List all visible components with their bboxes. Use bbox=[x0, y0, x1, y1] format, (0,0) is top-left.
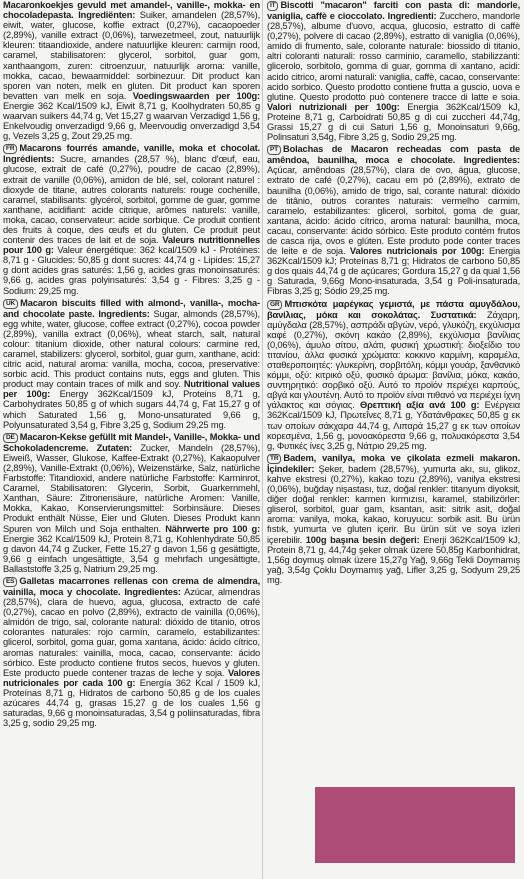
ingredients-label: Ingrédients: bbox=[3, 154, 55, 165]
product-title: Μπισκότα μαρέγκας γεμιστά, με πάστα αμυγδάλου, βανίλιας, μόκα και σοκολάτας. bbox=[267, 298, 520, 320]
nutrition-label: Voedingswaarden per 100g: bbox=[132, 90, 261, 101]
nutrition-label: 100g başına besin değeri: bbox=[305, 534, 420, 545]
nutrition-label: Nutritional values per 100g: bbox=[3, 379, 260, 400]
product-title: Macarons fourrés amande, vanille, moka et chocolat. bbox=[19, 143, 260, 154]
product-title: Macaron biscuits filled with almond-, vanilla-, mocha- and chocolate paste. bbox=[3, 297, 260, 319]
language-code-badge: UK bbox=[3, 299, 18, 309]
nutrition-text: Energy 362Kcal/1509 kJ, Proteins 8,71 g, Carbohydrates 50,85 g of which sugars 44,74 g, Fat 15,27 g of which Saturated 1,56 g, Mono-unsaturated 9,66 g, Polyunsaturated 3,54 g, Fibre 3,25 g, Sodium 29,25 mg. bbox=[3, 389, 260, 430]
language-section-pt bbox=[267, 144, 520, 296]
product-title: Macaronkoekjes gevuld met amandel-, vanille-, mokka- en chocoladepasta. bbox=[3, 0, 260, 21]
language-section-it bbox=[267, 0, 520, 142]
product-title: Badem, vanilya, moka ve çikolata ezmeli makaron. bbox=[283, 452, 520, 463]
ingredients-text: Suiker, amandelen (28,57%), eiwit, water, glucose, koffie extract (0,27%), cacaopoeder (2,89%), vanille extract (0,06%), tarwezetmeel, zout, natuurlijk kleuren: titaandioxide, andere natuurlijke kleuren: carmijn rood, caramel, stabilisatoren: glycerol, sorbitol, guar gom, xanthaangom, zuren: citroenzuur, natuurlijk aroma: vanille, mokka, cacao, bewaarmiddel: sorbinezuur. Dit product kan sporen van noten, melk en gluten. Dit product kan sporen bevatten van melk en soja. bbox=[3, 10, 261, 101]
language-code-badge: ES bbox=[3, 577, 17, 587]
language-section-fr bbox=[3, 143, 260, 295]
nutrition-text: Energia 362Kcal/1509 kJ; Proteínas 8,71 g; Hidratos de carbono 50,85 g dos quais 44,74 g de açúcares; Gordura 15,27 g da qual 1,56 g Saturada, 9,66g Mono-insaturada, 3,54 g Poli-insaturada, Fibras 3,25 g; Sódio 29,25 mg. bbox=[267, 246, 521, 297]
product-title: Galletas macarrones rellenas con crema de almendra, vainilla, moca y chocolate. bbox=[3, 575, 260, 597]
color-swatch bbox=[315, 787, 515, 863]
nutrition-label: Valori nutrizionali per 100g: bbox=[267, 101, 400, 112]
product-title: Bolachas de Macaron recheadas com pasta de amêndoa, baunilha, moca e chocolate. bbox=[267, 144, 520, 166]
language-section-es bbox=[3, 576, 260, 728]
ingredients-label: Συστατικά: bbox=[430, 309, 477, 320]
ingredients-text: Sucre, amandes (28,57 %), blanc d'œuf, eau, glucose, extrait de café (0,27%), poudre de cacao (2,89%), extrait de vanille (0,06%), amidon de blé, sel, colorant naturel : dioxyde de titane, autres colorants naturels: rouge cochenille, caramel, stabilisants: glycérol, sorbitol, gomme de guar, gomme xanthane, acidifiant: acide citrique, arômes naturels: vanille, moka, cacao, conservateur: acide sorbique. Ce produit contient des fruits à coque, des œufs et du gluten. Ce produit peut contenir des traces de lait et de soja. bbox=[3, 154, 260, 246]
ingredients-text: Sugar, almonds (28,57%), egg white, water, glucose, coffee extract (0,27%), cocoa powder (2,89%), vanilla extract (0,06%), wheat starch, salt, natural colour: titanium dioxide, other natural colours: carmine red, caramel, stabilizers: glycerol, sorbitol, guar gum, xanthane, acid: citric acid, natural aroma: vanilla, mocha, cocoa, preservative: sorbic acid. This product contains nuts, eggs and gluten. This product may contain traces of milk and soy. bbox=[3, 308, 260, 390]
product-title: Biscotti "macaron" farciti con pasta di: mandorle, vaniglia, caffè e cioccolato. bbox=[267, 0, 520, 21]
language-section-gr bbox=[267, 299, 520, 451]
language-section-nl bbox=[3, 0, 260, 141]
ingredients-label: Zutaten: bbox=[96, 442, 133, 453]
left-column bbox=[3, 0, 260, 730]
language-code-badge: PT bbox=[267, 145, 281, 155]
language-code-badge: DE bbox=[3, 433, 18, 443]
nutrition-label: Valores nutricionais por 100g: bbox=[349, 246, 485, 257]
ingredients-label: Ingredients: bbox=[98, 308, 150, 319]
column-divider bbox=[262, 0, 263, 879]
nutrition-label: Valores nutricionales por cada 100 g: bbox=[3, 667, 260, 688]
nutrition-label: Valeurs nutritionnelles pour 100 g: bbox=[3, 235, 261, 256]
language-code-badge: GR bbox=[267, 300, 282, 310]
ingredients-text: Şeker, badem (28,57%), yumurta akı, su, glikoz, kahve ekstresi (0,27%), kakao tozu (2,89%), vanilya ekstresi (0,06%), buğday nişastası, tuz, doğal renkler: titanyum diyoksit, diğer doğal renkler: karmen kırmızısı, karamel, stabilizörler: gliserol, sorbitol, guar gam, ksantan, asit: sitrik asit, doğal aroma: vanilya, moka, kakao, koruyucu: sorbik asit. Bu ürün fıstık, yumurta ve gluten içerir. Bu ürün süt ve soya izleri içerebilir. bbox=[267, 463, 521, 545]
language-code-badge: IT bbox=[267, 1, 278, 11]
ingredients-label: Ingredientes: bbox=[463, 155, 520, 166]
ingredients-text: Açúcar, amêndoas (28,57%), clara de ovo, água, glucose, extrato de café (0,27%), cacau em pó (2,89%), extrato de baunilha (0,06%), amido de trigo, sal, corante natural: dióxido de titânio, outros corantes naturais: vermelho carmim, caramelo, estabilizantes: glicerol, sorbitol, goma de guar, xantana, ácido: ácido cítrico, aroma natural: baunilha, moca, cacau, conservante: ácido sórbico. Este produto contém frutos de casca rija, ovos e glúten. Este produto pode conter traces de leite e de soja. bbox=[267, 165, 520, 257]
product-title: Macaron-Kekse gefüllt mit Mandel-, Vanille-, Mokka- und Schokoladencreme. bbox=[3, 431, 260, 453]
ingredients-label: İçindekiler: bbox=[267, 463, 315, 474]
ingredients-text: Zucker, Mandeln (28,57%), Eiweiß, Wasser, Glukose, Kaffee-Extrakt (0,27%), Kakaopulver (2,89%), Vanille-Extrakt (0,06%), Weizenstärke, Salz, natürliche Farbstoffe: Titandioxid, andere natürliche Farbstoffe: Karminrot, Caramel, Stabilisatoren: Glycerin, Sorbit, Guarkernmehl, Xanthan, Säure: Zitronensäure, natürliche Aromen: Vanille, Mokka, Kakao, Konservierungsmittel: Sorbinsäure. Dieses Produkt enthält Nüsse, Eier und Gluten. Dieses Produkt kann Spuren von Milch und Soja enthalten. bbox=[3, 442, 260, 534]
ingredients-text: Zucchero, mandorle (28,57%), albume d'uovo, acqua, glucosio, estratto di caffè (0,27%), polvere di cacao (2,89%), estratto di vaniglia (0,06%), amido di frumento, sale, colorante naturale: biossido di titanio, altri coloranti naturali: rosso carminio, caramello, stabilizzanti: glicerolo, sorbitolo, gomma di guar, gomma di xantano, acidi: acido citrico, aromi naturali: vaniglia, caffè, cacao, conservante: acido sorbico. Questo prodotto contiene frutta a guscio, uova e glutine. Questo prodotto può contenere tracce di latte e soia. bbox=[267, 11, 520, 102]
language-section-uk bbox=[3, 298, 260, 430]
nutrition-text: Energie 362 Kcal/1509 kJ, Eiwit 8,71 g, Koolhydraten 50,85 g waarvan suikers 44,74 g, Vet 15,27 g waarvan Verzadigd 1,56 g, Enkelvoudig onverzadigd 9,66 g, Meervoudig onverzadigd 3,54 g, Vezels 3,25 g, Zout 29,25 mg. bbox=[3, 100, 260, 142]
nutrition-label: Θρεπτική αξία ανά 100 g: bbox=[360, 400, 480, 411]
language-code-badge: TR bbox=[267, 454, 281, 464]
ingredients-label: Ingredientes: bbox=[124, 586, 181, 597]
nutrition-text: Energía 362 Kcal / 1509 kJ, Proteínas 8,71 g, Hidratos de carbono 50,85 g de los cuales azúcares 44,74 g, grasas 15,27 g de los cuales 1,56 g saturadas, 9,66 g monoinsaturadas, 3,54 g poliinsaturadas, fibra 3,25 g, sodio 29,25 mg. bbox=[3, 677, 261, 729]
language-code-badge: FR bbox=[3, 144, 17, 154]
ingredients-text: Azúcar, almendras (28,57%), clara de huevo, agua, glucosa, extracto de café (0,27%), cacao en polvo (2,89%), extracto de vainilla (0,06%), almidón de trigo, sal, colorante natural: dióxido de titanio, otros colorantes naturales: rojo carmín, caramelo, estabilizantes: glicerol, sorbitol, goma guar, goma xantana, ácido: ácido cítrico, aromas naturales: vainilla, moca, cacao, conservante: ácido sórbico. Este producto contiene frutos secos, huevos y gluten. Este producto puede contener trazas de leche y soja. bbox=[3, 586, 261, 678]
language-section-tr bbox=[267, 453, 520, 585]
ingredients-text: Ζάχαρη, αμύγδαλα (28,57%), ασπράδι αβγών, νερό, γλυκόζη, εκχύλισμα καφέ (0,27%), σκόνη κακάο (2,89%), εκχύλισμα βανίλιας (0,06%), άμυλο σίτου, αλάτι, φυσική χρωστική: διοξείδιο του τιτανίου, άλλα φυσικά χρώματα: κοκκινο καρμίνη, καραμέλα, σταθεροποιητές: γλυκερίνη, σορβιτόλη, κόμμι γουάρ, ξανθανικό κόμμι, οξύ: κιτρικό οξύ, φυσικό άρωμα: βανίλια, μόκα, κακάο, συντηρητικό: σορβικό οξύ. Αυτό το προϊόν περιέχει καρπούς, αβγά και γλουτένη. Αυτό το προϊόν είναι πιθανό να περιέχει ίχνη γάλακτος και σόγιας. bbox=[267, 309, 520, 411]
nutrition-text: Valeur énergétique: 362 kcal/1509 kJ - Protéines: 8,71 g - Glucides: 50,85 g dont sucres: 44,74 g - Lipides: 15,27 g dont acides gras saturés: 1,56 g, acides gras monoinsaturés: 9,66 g, acides gras polyinsaturés: 3,54 g - Fibres: 3,25 g - Sodium: 29,25 mg. bbox=[3, 245, 260, 296]
language-section-de bbox=[3, 432, 260, 574]
ingredients-label: Ingrediënten: bbox=[78, 10, 136, 21]
nutrition-text: Ενέργεια 362Kcal/1509 kJ, Πρωτεΐνες 8,71 g, Υδατάνθρακες 50,85 g εκ των οποίων σάκχαρα 44,74 g, Λιπαρά 15,27 g εκ των οποίων κορεσμένα, 1,56 g, μονοακόρεστα 9,66 g, πολυακόρεστα 3,54 g, Φυτικές ίνες 3,25 g, Νάτριο 29,25 mg. bbox=[267, 400, 520, 451]
nutrition-text: Energie 362 Kcal/1509 kJ, Protein 8,71 g, Kohlenhydrate 50,85 g davon 44,74 g Zucker, Fette 15,27 g davon 1,56 g gesättigte, 9,66 g einfach ungesättigte, 3,54 g mehrfach ungesättigte, Ballaststoffe 3,25 g, Natrium 29,25 mg. bbox=[3, 533, 260, 574]
nutrition-label: Nährwerte pro 100 g: bbox=[165, 523, 261, 534]
nutrition-text: Energia 362Kcal/1509 kJ, Proteine 8,71 g, Carboidrati 50,85 g di cui zuccheri 44,74g, Grassi 15,27 g di cui Saturi 1,56 g, Monoinsaturi 9,66g, Polinsaturi 3,54g, Fibre 3,25 g, Sodio 29,25 mg. bbox=[267, 101, 520, 143]
right-column bbox=[267, 0, 520, 587]
ingredients-label: Ingredienti: bbox=[387, 11, 437, 21]
nutrition-text: Enerji 362Kcal/1509 kJ, Protein 8,71 g, 44,74g şeker olmak üzere 50,85g Karbonhidrat, 1,56g doymuş olmak üzere 15,27g Yağ, 9,66g Tekli Doymamış yağ, 3,54g Çoklu Doymamış yağ, Lifler 3,25 g, Sodyum 29,25 mg. bbox=[267, 534, 521, 585]
